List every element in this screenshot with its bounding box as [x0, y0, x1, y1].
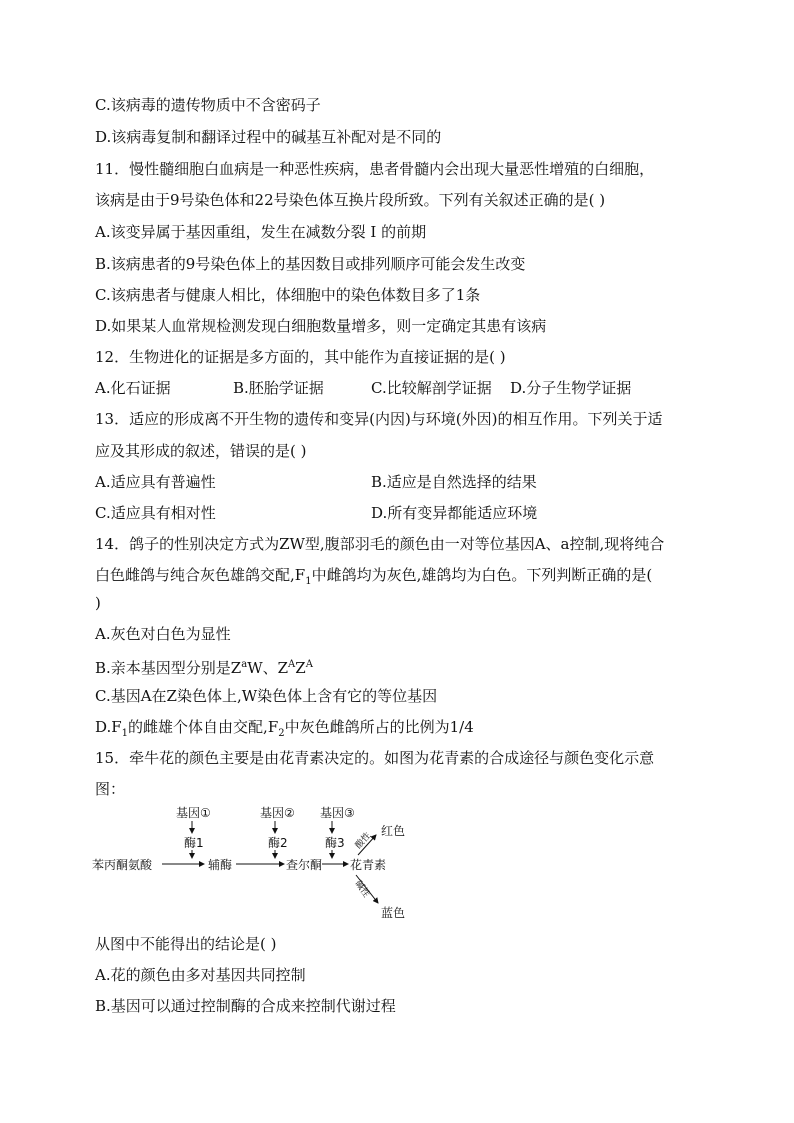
enzyme-3-label: 酶3	[325, 836, 345, 850]
question-12-stem: 12．生物进化的证据是多方面的，其中能作为直接证据的是( )	[95, 348, 506, 366]
question-14-option-c: C.基因A在Z染色体上,W染色体上含有它的等位基因	[95, 687, 438, 705]
question-15-stem-2: 图：	[95, 780, 126, 798]
question-12-option-b: B.胚胎学证据	[233, 379, 324, 397]
question-15-option-a: A.花的颜色由多对基因共同控制	[95, 966, 306, 984]
question-13-option-d: D.所有变异都能适应环境	[371, 504, 538, 522]
anthocyanin-pathway-diagram	[92, 803, 422, 925]
substance-4: 花青素	[350, 858, 387, 872]
question-14-stem-3: )	[95, 594, 101, 612]
substance-1: 苯丙酮氨酸	[92, 858, 153, 872]
blue-color-label: 蓝色	[381, 906, 406, 920]
question-13-option-c: C.适应具有相对性	[95, 504, 216, 522]
substance-2: 辅酶	[208, 858, 233, 872]
question-13-option-a: A.适应具有普遍性	[95, 473, 216, 491]
gene-2-label: 基因②	[260, 806, 295, 820]
question-11-option-c: C.该病患者与健康人相比，体细胞中的染色体数目多了1条	[95, 286, 481, 304]
enzyme-1-label: 酶1	[184, 836, 204, 850]
question-13-stem-1: 13．适应的形成离不开生物的遗传和变异(内因)与环境(外因)的相互作用。下列关于适	[95, 410, 663, 428]
question-12-option-d: D.分子生物学证据	[510, 379, 632, 397]
question-14-option-b: B.亲本基因型分别是$Z^aW$、$Z^AZ^A$	[95, 659, 313, 677]
option-d-prev: D.该病毒复制和翻译过程中的碱基互补配对是不同的	[95, 128, 442, 146]
gene-3-label: 基因③	[320, 806, 355, 820]
option-c-prev: C.该病毒的遗传物质中不含密码子	[95, 96, 321, 114]
question-14-stem-1: 14．鸽子的性别决定方式为ZW型,腹部羽毛的颜色由一对等位基因A、a控制,现将纯合	[95, 535, 665, 553]
acid-label: 酸性	[353, 830, 374, 852]
question-14-stem-2: 白色雌鸽与纯合灰色雄鸽交配$,F_1$中雌鸽均为灰色,雄鸽均为白色。下列判断正确的是(	[95, 566, 653, 587]
question-15-option-b: B.基因可以通过控制酶的合成来控制代谢过程	[95, 997, 396, 1015]
question-13-option-b: B.适应是自然选择的结果	[371, 473, 537, 491]
red-color-label: 红色	[381, 824, 406, 838]
question-11-option-d: D.如果某人血常规检测发现白细胞数量增多，则一定确定其患有该病	[95, 317, 547, 335]
question-11-stem-2: 该病是由于9号染色体和22号染色体互换片段所致。下列有关叙述正确的是( )	[95, 191, 606, 209]
question-11-option-b: B.该病患者的9号染色体上的基因数目或排列顺序可能会发生改变	[95, 255, 526, 273]
question-14-option-d: $D.F_1$的雌雄个体自由交配$,F_2$中灰色雌鸽所占的比例为1/4	[95, 718, 474, 739]
question-12-option-c: C.比较解剖学证据	[371, 379, 492, 397]
pathway-svg	[92, 803, 422, 925]
question-13-stem-2: 应及其形成的叙述，错误的是( )	[95, 442, 307, 460]
question-15-stem-1: 15．牵牛花的颜色主要是由花青素决定的。如图为花青素的合成途径与颜色变化示意	[95, 749, 655, 767]
gene-1-label: 基因①	[176, 806, 211, 820]
question-14-option-a: A.灰色对白色为显性	[95, 625, 231, 643]
enzyme-2-label: 酶2	[268, 836, 288, 850]
question-15-stem-3: 从图中不能得出的结论是( )	[95, 935, 277, 953]
question-11-option-a: A.该变异属于基因重组，发生在减数分裂 I 的前期	[95, 223, 427, 241]
substance-3: 查尔酮	[286, 858, 323, 872]
question-12-option-a: A.化石证据	[95, 379, 171, 397]
alkali-label: 碱性	[352, 878, 372, 900]
question-11-stem-1: 11．慢性髓细胞白血病是一种恶性疾病，患者骨髓内会出现大量恶性增殖的白细胞，	[95, 160, 655, 178]
